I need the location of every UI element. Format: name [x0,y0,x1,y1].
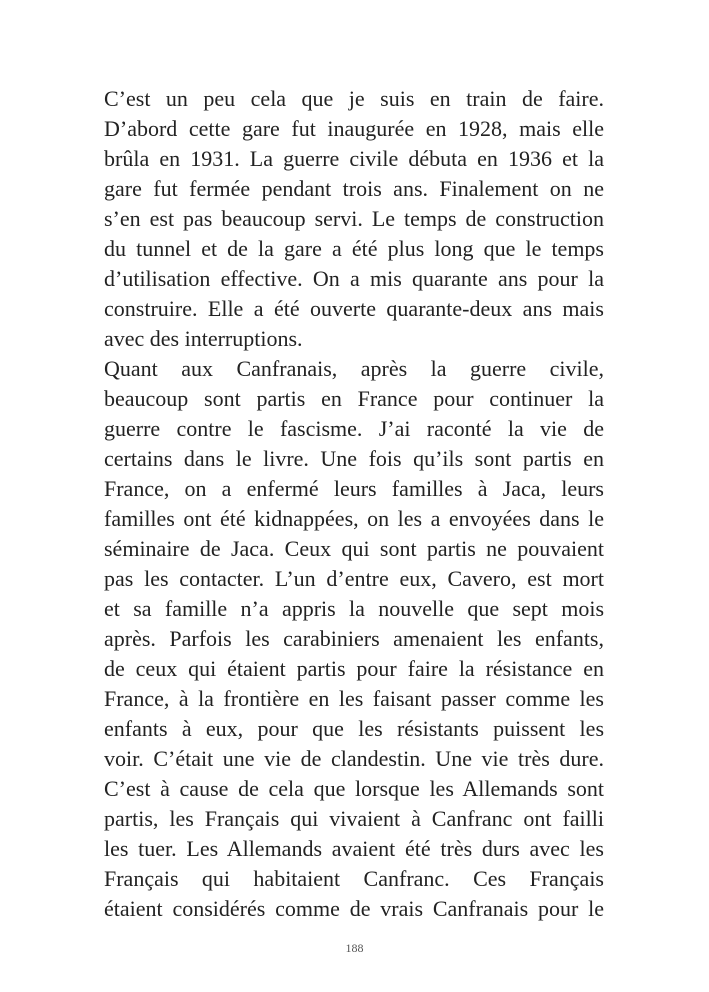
text-line: les tuer. Les Allemands avaient été très durs avec les [104,836,604,861]
text-line: d’utilisation effective. On a mis quarante ans pour la [104,266,604,291]
text-line: familles ont été kidnappées, on les a envoyées dans le [104,506,604,531]
text-line: Français qui habitaient Canfranc. Ces Français [104,866,604,891]
text-line: guerre contre le fascisme. J’ai raconté la vie de [104,416,604,441]
text-line: certains dans le livre. Une fois qu’ils sont partis en [104,446,604,471]
text-line: construire. Elle a été ouverte quarante-deux ans mais [104,296,604,321]
paragraph-2 [104,354,604,924]
text-line: du tunnel et de la gare a été plus long que le temps [104,236,604,261]
text-line: D’abord cette gare fut inaugurée en 1928, mais elle [104,116,604,141]
text-line: Quant aux Canfranais, après la guerre civile, [104,356,604,381]
text-line: de ceux qui étaient partis pour faire la résistance en [104,656,604,681]
page-number: 188 [345,941,364,955]
text-line: avec des interruptions. [104,326,303,351]
text-line: après. Parfois les carabiniers amenaient les enfants, [104,626,604,651]
text-line: C’est un peu cela que je suis en train de faire. [104,86,604,111]
text-line: étaient considérés comme de vrais Canfranais pour le [104,896,604,921]
text-line: pas les contacter. L’un d’entre eux, Cavero, est mort [104,566,604,591]
paragraph-1 [104,84,604,354]
text-line: beaucoup sont partis en France pour continuer la [104,386,604,411]
text-line: C’est à cause de cela que lorsque les Allemands sont [104,776,604,801]
text-line: s’en est pas beaucoup servi. Le temps de construction [104,206,604,231]
text-line: gare fut fermée pendant trois ans. Finalement on ne [104,176,604,201]
text-line: enfants à eux, pour que les résistants puissent les [104,716,604,741]
text-line: France, on a enfermé leurs familles à Jaca, leurs [104,476,604,501]
body-text [104,84,604,924]
text-line: partis, les Français qui vivaient à Canfranc ont failli [104,806,604,831]
text-line: et sa famille n’a appris la nouvelle que sept mois [104,596,604,621]
text-line: voir. C’était une vie de clandestin. Une vie très dure. [104,746,604,771]
text-line: séminaire de Jaca. Ceux qui sont partis ne pouvaient [104,536,604,561]
text-line: France, à la frontière en les faisant passer comme les [104,686,604,711]
text-line: brûla en 1931. La guerre civile débuta en 1936 et la [104,146,604,171]
